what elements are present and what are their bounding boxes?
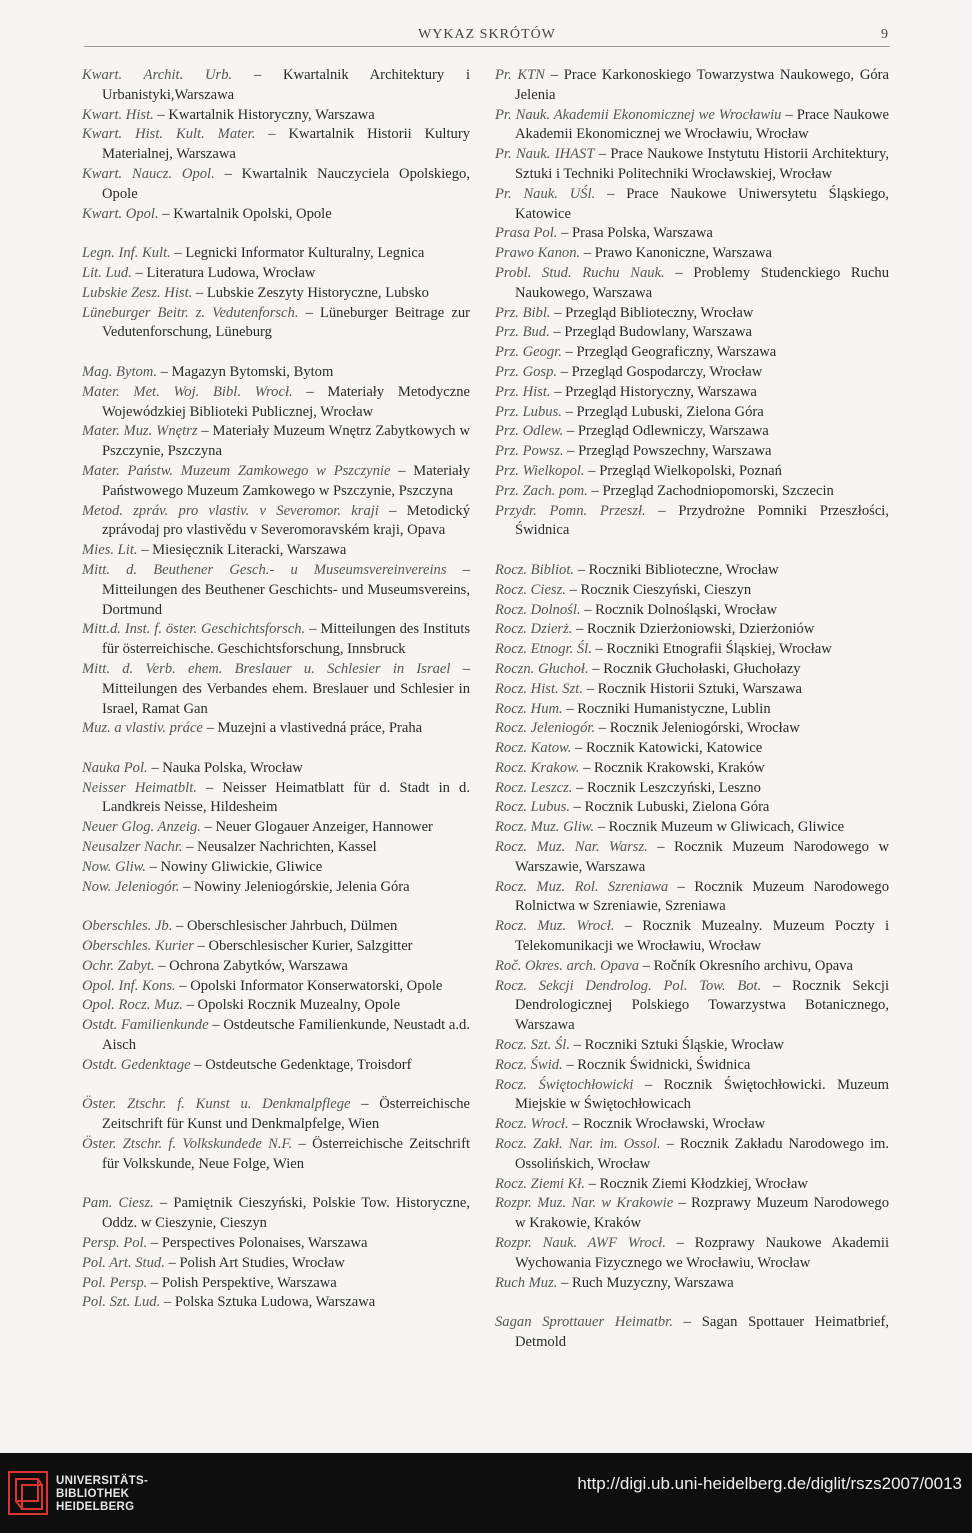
abbreviation-entry: Rocz. Hist. Szt. – Rocznik Historii Sztuki, Warszawa — [495, 680, 803, 697]
abbreviation-entry: Pr. Nauk. Akademii Ekonomicznej we Wrocławiu – Prace Naukowe Akademii Ekonomicznej we Wrocławiu, Wrocław — [495, 106, 889, 143]
abbreviation-entry: Persp. Pol. – Perspectives Polonaises, Warszawa — [82, 1235, 368, 1252]
abbreviation-entry: Prasa Pol. – Prasa Polska, Warszawa — [495, 225, 713, 242]
entry-abbreviation: Öster. Ztschr. f. Kunst u. Denkmalpflege — [82, 1096, 351, 1113]
entry-full-title: Kwartalnik Historii Kultury Materialnej, Warszawa — [102, 126, 470, 163]
entry-full-title: Rocznik Leszczyński, Leszno — [587, 779, 761, 796]
abbreviation-entry: Kwart. Archit. Urb. – Kwartalnik Architektury i Urbanistyki,Warszawa — [82, 67, 470, 103]
abbreviation-entry: Prawo Kanon. – Prawo Kanoniczne, Warszawa — [495, 245, 772, 262]
entry-full-title: Roczniki Biblioteczne, Wrocław — [588, 561, 779, 578]
abbreviation-entry: Roczn. Głuchoł. – Rocznik Głuchołaski, Głuchołazy — [495, 660, 801, 677]
abbreviation-entry: Neuer Glog. Anzeig. – Neuer Glogauer Anzeiger, Hannower — [82, 819, 433, 836]
entry-abbreviation: Persp. Pol. — [82, 1235, 148, 1252]
abbreviation-entry: Mies. Lit. – Miesięcznik Literacki, Warszawa — [82, 542, 347, 559]
abbreviation-entry: Rocz. Szt. Śl. – Roczniki Sztuki Śląskie, Wrocław — [495, 1037, 784, 1054]
entry-abbreviation: Rocz. Muz. Wrocł. — [495, 918, 615, 935]
entry-full-title: Opolski Rocznik Muzealny, Opole — [197, 997, 401, 1014]
entry-full-title: Przegląd Biblioteczny, Wrocław — [565, 304, 754, 321]
abbreviation-entry: Prz. Gosp. – Przegląd Gospodarczy, Wrocław — [495, 363, 763, 380]
entry-abbreviation: Mater. Met. Woj. Bibl. Wrocł. — [82, 383, 293, 400]
entry-full-title: Rocznik Wrocławski, Wrocław — [583, 1116, 766, 1133]
entry-abbreviation: Rocz. Ziemi Kł. — [495, 1175, 585, 1192]
abbreviation-entry: Rocz. Wrocł. – Rocznik Wrocławski, Wrocław — [495, 1116, 766, 1133]
abbreviation-entry: Sagan Sprottauer Heimatbr. – Sagan Spottauer Heimatbrief, Detmold — [495, 1314, 890, 1350]
entry-abbreviation: Now. Jeleniogór. — [82, 878, 180, 895]
entry-full-title: Kwartalnik Architektury i Urbanistyki,Warszawa — [102, 67, 470, 103]
abbreviation-entry: Rocz. Świętochłowicki – Rocznik Świętochłowicki. Muzeum Miejskie w Świętochłowicach — [495, 1076, 889, 1113]
entry-abbreviation: Rocz. Świd. — [495, 1056, 563, 1073]
entry-abbreviation: Neisser Heimatblt. — [82, 779, 197, 796]
abbreviation-entry: Pol. Persp. – Polish Perspektive, Warszawa — [82, 1274, 337, 1291]
entry-full-title: Rocznik Katowicki, Katowice — [585, 740, 763, 757]
entry-full-title: Materiały Muzeum Wnętrz Zabytkowych w Pszczynie, Pszczyna — [102, 423, 470, 460]
entry-full-title: Polska Sztuka Ludowa, Warszawa — [174, 1294, 376, 1311]
entry-full-title: Prace Karkonoskiego Towarzystwa Naukowego, Góra Jelenia — [515, 67, 890, 103]
entry-abbreviation: Pol. Art. Stud. — [82, 1254, 165, 1271]
entry-abbreviation: Rozpr. Muz. Nar. w Krakowie — [495, 1195, 674, 1212]
abbreviation-entry: Lüneburger Beitr. z. Vedutenforsch. – Lüneburger Beitrage zur Vedutenforschung, Lüneburg — [82, 304, 470, 341]
entry-abbreviation: Mitt.d. Inst. f. öster. Geschichtsforsch. — [82, 621, 306, 638]
entry-full-title: Rocznik Świętochłowicki. Muzeum Miejskie w Świętochłowicach — [515, 1076, 889, 1113]
library-name-line: HEIDELBERG — [56, 1501, 135, 1513]
entry-abbreviation: Rocz. Świętochłowicki — [495, 1076, 634, 1093]
abbreviation-entry: Kwart. Naucz. Opol. – Kwartalnik Nauczyciela Opolskiego, Opole — [82, 165, 470, 202]
entry-full-title: Polish Art Studies, Wrocław — [179, 1254, 345, 1271]
entry-abbreviation: Nauka Pol. — [82, 759, 148, 776]
entry-abbreviation: Prasa Pol. — [495, 225, 558, 242]
abbreviation-entry: Prz. Bibl. – Przegląd Biblioteczny, Wrocław — [495, 304, 754, 321]
abbreviation-entry: Kwart. Hist. – Kwartalnik Historyczny, Warszawa — [82, 106, 375, 123]
entry-full-title: Rocznik Cieszyński, Cieszyn — [580, 581, 752, 598]
entry-full-title: Rocznik Muzeum Narodowego w Warszawie, Warszawa — [515, 839, 889, 875]
entry-abbreviation: Prz. Wielkopol. — [495, 462, 585, 479]
abbreviation-entry: Rocz. Ciesz. – Rocznik Cieszyński, Cieszyn — [495, 581, 752, 598]
abbreviation-entry: Prz. Wielkopol. – Przegląd Wielkopolski, Poznań — [495, 462, 782, 479]
abbreviation-entry: Rocz. Dolnośl. – Rocznik Dolnośląski, Wrocław — [495, 601, 778, 618]
page-header — [84, 26, 890, 47]
abbreviation-entry: Ochr. Zabyt. – Ochrona Zabytków, Warszawa — [82, 957, 348, 974]
abbreviation-entry: Rocz. Świd. – Rocznik Świdnicki, Świdnica — [495, 1056, 751, 1073]
abbreviation-entry: Roč. Okres. arch. Opava – Ročník Okresního archivu, Opava — [495, 957, 854, 974]
entry-full-title: Materiały Państwowego Muzeum Zamkowego w Pszczynie, Pszczyna — [102, 462, 470, 499]
entry-abbreviation: Mitt. d. Verb. ehem. Breslauer u. Schlesier in Israel — [82, 660, 451, 677]
abbreviation-entry: Oberschles. Kurier – Oberschlesischer Kurier, Salzgitter — [82, 938, 413, 955]
entry-abbreviation: Prawo Kanon. — [495, 245, 581, 262]
abbreviation-entry: Pam. Ciesz. – Pamiętnik Cieszyński, Polskie Tow. Historyczne, Oddz. w Cieszynie, Cieszyn — [82, 1195, 470, 1232]
entry-full-title: Rocznik Krakowski, Kraków — [594, 759, 765, 776]
entry-full-title: Muzejni a vlastivedná práce, Praha — [217, 720, 423, 737]
entry-full-title: Przegląd Gospodarczy, Wrocław — [571, 363, 763, 380]
entry-full-title: Oberschlesischer Kurier, Salzgitter — [208, 938, 413, 955]
entry-abbreviation: Pr. Nauk. IHAST — [495, 146, 595, 163]
entry-full-title: Pamiętnik Cieszyński, Polskie Tow. Historyczne, Oddz. w Cieszynie, Cieszyn — [102, 1195, 470, 1232]
entry-abbreviation: Pol. Persp. — [82, 1274, 148, 1291]
abbreviation-entry: Przydr. Pomn. Przeszł. – Przydrożne Pomniki Przeszłości, Świdnica — [495, 502, 889, 539]
entry-full-title: Roczniki Etnografii Śląskiej, Wrocław — [606, 641, 832, 658]
entry-abbreviation: Prz. Hist. — [495, 383, 551, 400]
abbreviation-entry: Mater. Państw. Muzeum Zamkowego w Pszczynie – Materiały Państwowego Muzeum Zamkowego w Pszczynie, Pszczyna — [82, 462, 470, 499]
abbreviation-entry: Lubskie Zesz. Hist. – Lubskie Zeszyty Historyczne, Lubsko — [82, 284, 429, 301]
entry-full-title: Rozprawy Muzeum Narodowego w Krakowie, Kraków — [515, 1195, 889, 1232]
entry-abbreviation: Roczn. Głuchoł. — [495, 660, 589, 677]
abbreviation-entry: Mater. Muz. Wnętrz – Materiały Muzeum Wnętrz Zabytkowych w Pszczynie, Pszczyna — [82, 423, 470, 460]
entry-abbreviation: Kwart. Archit. Urb. — [82, 67, 233, 83]
entry-full-title: Przegląd Budowlany, Warszawa — [564, 324, 753, 341]
abbreviation-entry: Rocz. Katow. – Rocznik Katowicki, Katowice — [495, 740, 763, 757]
entry-abbreviation: Probl. Stud. Ruchu Nauk. — [495, 264, 665, 281]
entry-abbreviation: Rocz. Hist. Szt. — [495, 680, 583, 697]
abbreviation-entry: Mitt. d. Verb. ehem. Breslauer u. Schlesier in Israel – Mitteilungen des Verbandes ehem. Breslauer und Schlesier in Israel, Ramat Gan — [82, 660, 470, 717]
entry-abbreviation: Legn. Inf. Kult. — [82, 245, 171, 262]
entry-abbreviation: Rocz. Muz. Nar. Warsz. — [495, 839, 648, 856]
abbreviation-entry: Neisser Heimatblt. – Neisser Heimatblatt für d. Stadt in d. Landkreis Neisse, Hildesheim — [82, 779, 470, 816]
library-name-line: BIBLIOTHEK — [56, 1488, 130, 1500]
entry-abbreviation: Rocz. Etnogr. Śl. — [495, 641, 592, 658]
abbreviation-entry: Rocz. Lubus. – Rocznik Lubuski, Zielona Góra — [495, 799, 770, 816]
entry-full-title: Legnicki Informator Kulturalny, Legnica — [185, 245, 425, 262]
entry-abbreviation: Rocz. Muz. Gliw. — [495, 819, 595, 836]
abbreviation-entry: Rocz. Muz. Nar. Warsz. – Rocznik Muzeum Narodowego w Warszawie, Warszawa — [495, 839, 889, 875]
entry-abbreviation: Metod. zpráv. pro vlastiv. v Severomor. kraji — [82, 502, 379, 519]
abbreviation-entry: Lit. Lud. – Literatura Ludowa, Wrocław — [82, 264, 316, 281]
left-column — [82, 66, 470, 1313]
entry-abbreviation: Prz. Bibl. — [495, 304, 551, 321]
entry-full-title: Rocznik Świdnicki, Świdnica — [577, 1056, 751, 1073]
abbreviation-entry: Kwart. Opol. – Kwartalnik Opolski, Opole — [82, 205, 332, 222]
entry-abbreviation: Kwart. Naucz. Opol. — [82, 165, 215, 182]
abbreviation-entry: Rozpr. Muz. Nar. w Krakowie – Rozprawy Muzeum Narodowego w Krakowie, Kraków — [495, 1195, 889, 1232]
entry-abbreviation: Rocz. Ciesz. — [495, 581, 566, 598]
abbreviation-entry: Prz. Zach. pom. – Przegląd Zachodniopomorski, Szczecin — [495, 482, 834, 499]
abbreviation-entry: Metod. zpráv. pro vlastiv. v Severomor. kraji – Metodický zprávodaj pro vlastivědu v Severomoravském kraji, Opava — [82, 502, 470, 539]
abbreviation-entry: Mitt.d. Inst. f. öster. Geschichtsforsch. – Mitteilungen des Instituts für österreichische. Geschichtsforschung, Innsbruck — [82, 621, 471, 658]
entry-full-title: Przydrożne Pomniki Przeszłości, Świdnica — [515, 502, 889, 539]
abbreviation-entry: Ruch Muz. – Ruch Muzyczny, Warszawa — [495, 1274, 734, 1291]
entry-full-title: Neusalzer Nachrichten, Kassel — [197, 839, 377, 856]
entry-full-title: Roczniki Humanistyczne, Lublin — [577, 700, 771, 717]
abbreviation-entry: Opol. Inf. Kons. – Opolski Informator Konserwatorski, Opole — [82, 977, 443, 994]
abbreviation-entry: Kwart. Hist. Kult. Mater. – Kwartalnik Historii Kultury Materialnej, Warszawa — [82, 126, 470, 163]
entry-full-title: Kwartalnik Historyczny, Warszawa — [168, 106, 375, 123]
abbreviation-entry: Rocz. Muz. Rol. Szreniawa – Rocznik Muzeum Narodowego Rolnictwa w Szreniawie, Szreniawa — [495, 878, 890, 915]
entry-full-title: Mitteilungen des Beuthener Geschichts- und Museumsvereins, Dortmund — [102, 581, 470, 618]
page-title: WYKAZ SKRÓTÓW — [418, 27, 556, 42]
abbreviation-entry: Rocz. Jeleniogór. – Rocznik Jeleniogórski, Wrocław — [495, 720, 800, 737]
abbreviation-entry: Mater. Met. Woj. Bibl. Wrocł. – Materiały Metodyczne Wojewódzkiej Biblioteki Publicznej, Wrocław — [82, 383, 470, 420]
abbreviation-entry: Rocz. Sekcji Dendrolog. Pol. Tow. Bot. – Rocznik Sekcji Dendrologicznej Polskiego Towarzystwa Botanicznego, Warszawa — [495, 977, 889, 1034]
abbreviation-entry: Prz. Geogr. – Przegląd Geograficzny, Warszawa — [495, 344, 777, 361]
abbreviation-entry: Prz. Lubus. – Przegląd Lubuski, Zielona Góra — [495, 403, 764, 420]
entry-abbreviation: Rocz. Szt. Śl. — [495, 1037, 570, 1054]
entry-abbreviation: Prz. Powsz. — [495, 443, 564, 460]
abbreviation-entry: Öster. Ztschr. f. Kunst u. Denkmalpflege – Österreichische Zeitschrift für Kunst und Denkmalpfelge, Wien — [82, 1096, 470, 1133]
abbreviation-entry: Rocz. Leszcz. – Rocznik Leszczyński, Leszno — [495, 779, 761, 796]
library-name — [56, 1475, 148, 1514]
entry-abbreviation: Prz. Zach. pom. — [495, 482, 588, 499]
abbreviation-entry: Prz. Odlew. – Przegląd Odlewniczy, Warszawa — [495, 423, 769, 440]
footer-bar — [0, 1453, 972, 1533]
entry-full-title: Ročník Okresního archivu, Opava — [653, 957, 854, 974]
abbreviation-entry: Rocz. Dzierż. – Rocznik Dzierżoniowski, Dzierżoniów — [495, 621, 815, 638]
entry-abbreviation: Prz. Gosp. — [495, 363, 558, 380]
entry-full-title: Rocznik Lubuski, Zielona Góra — [584, 799, 770, 816]
entry-full-title: Opolski Informator Konserwatorski, Opole — [190, 977, 443, 994]
entry-abbreviation: Lubskie Zesz. Hist. — [82, 284, 193, 301]
entry-abbreviation: Prz. Odlew. — [495, 423, 564, 440]
entry-full-title: Materiały Metodyczne Wojewódzkiej Biblioteki Publicznej, Wrocław — [102, 383, 470, 420]
abbreviation-entry: Rocz. Bibliot. – Roczniki Biblioteczne, Wrocław — [495, 561, 779, 578]
abbreviation-entry: Muz. a vlastiv. práce – Muzejni a vlastivedná práce, Praha — [82, 720, 423, 737]
entry-full-title: Perspectives Polonaises, Warszawa — [161, 1235, 368, 1252]
abbreviation-entry: Mag. Bytom. – Magazyn Bytomski, Bytom — [82, 363, 334, 380]
abbreviation-entry: Legn. Inf. Kult. – Legnicki Informator Kulturalny, Legnica — [82, 245, 425, 262]
entry-full-title: Österreichische Zeitschrift für Volkskunde, Neue Folge, Wien — [102, 1136, 471, 1172]
entry-full-title: Rocznik Ziemi Kłodzkiej, Wrocław — [599, 1175, 808, 1192]
entry-full-title: Rocznik Muzeum w Gliwicach, Gliwice — [608, 819, 845, 836]
entry-full-title: Prace Naukowe Uniwersytetu Śląskiego, Katowice — [515, 185, 889, 222]
entry-abbreviation: Mag. Bytom. — [82, 363, 157, 380]
entry-abbreviation: Neuer Glog. Anzeig. — [82, 819, 201, 836]
abbreviation-entry: Rocz. Muz. Gliw. – Rocznik Muzeum w Gliwicach, Gliwice — [495, 819, 845, 836]
abbreviation-entry: Rocz. Etnogr. Śl. – Roczniki Etnografii Śląskiej, Wrocław — [495, 641, 832, 658]
abbreviation-entry: Pr. KTN – Prace Karkonoskiego Towarzystwa Naukowego, Góra Jelenia — [495, 67, 890, 103]
abbreviation-entry: Pr. Nauk. IHAST – Prace Naukowe Instytutu Historii Architektury, Sztuki i Techniki Politechniki Wrocławskiej, Wrocław — [495, 146, 890, 182]
entry-abbreviation: Rocz. Leszcz. — [495, 779, 573, 796]
entry-full-title: Rocznik Historii Sztuki, Warszawa — [597, 680, 803, 697]
abbreviation-entry: Rocz. Hum. – Roczniki Humanistyczne, Lublin — [495, 700, 771, 717]
entry-full-title: Kwartalnik Nauczyciela Opolskiego, Opole — [102, 165, 470, 202]
entry-abbreviation: Rocz. Wrocł. — [495, 1116, 569, 1133]
entry-full-title: Ostdeutsche Familienkunde, Neustadt a.d. Aisch — [102, 1017, 470, 1054]
entry-full-title: Problemy Studenckiego Ruchu Naukowego, Warszawa — [515, 264, 890, 301]
entry-abbreviation: Prz. Lubus. — [495, 403, 562, 420]
entry-abbreviation: Lüneburger Beitr. z. Vedutenforsch. — [82, 304, 299, 321]
entry-full-title: Prace Naukowe Instytutu Historii Architektury, Sztuki i Techniki Politechniki Wrocławskiej, Wrocław — [515, 146, 890, 182]
entry-full-title: Mitteilungen des Instituts für österreichische. Geschichtsforschung, Innsbruck — [102, 621, 471, 658]
entry-abbreviation: Kwart. Hist. Kult. Mater. — [82, 126, 256, 143]
abbreviation-entry: Pr. Nauk. UŚl. – Prace Naukowe Uniwersytetu Śląskiego, Katowice — [495, 185, 889, 222]
entry-abbreviation: Rocz. Jeleniogór. — [495, 720, 596, 737]
university-library-logo-icon — [8, 1471, 48, 1515]
entry-full-title: Rocznik Muzeum Narodowego Rolnictwa w Szreniawie, Szreniawa — [515, 878, 890, 915]
entry-abbreviation: Mitt. d. Beuthener Gesch.- u Museumsvereinvereins — [82, 561, 447, 578]
entry-abbreviation: Opol. Inf. Kons. — [82, 977, 176, 994]
entry-abbreviation: Ostdt. Familienkunde — [82, 1017, 209, 1034]
page-number: 9 — [881, 27, 888, 42]
abbreviation-entry: Now. Gliw. – Nowiny Gliwickie, Gliwice — [82, 858, 323, 875]
entry-abbreviation: Ruch Muz. — [495, 1274, 558, 1291]
entry-abbreviation: Pr. Nauk. Akademii Ekonomicznej we Wrocławiu — [495, 106, 782, 123]
entry-abbreviation: Kwart. Hist. — [82, 106, 154, 123]
entry-full-title: Przegląd Historyczny, Warszawa — [565, 383, 757, 400]
abbreviation-entry: Mitt. d. Beuthener Gesch.- u Museumsvereinvereins – Mitteilungen des Beuthener Geschichts- und Museumsvereins, Dortmund — [82, 561, 470, 618]
entry-full-title: Przegląd Odlewniczy, Warszawa — [577, 423, 769, 440]
abbreviation-entry: Rocz. Ziemi Kł. – Rocznik Ziemi Kłodzkiej, Wrocław — [495, 1175, 808, 1192]
entry-abbreviation: Ostdt. Gedenktage — [82, 1056, 191, 1073]
entry-full-title: Metodický zprávodaj pro vlastivědu v Severomoravském kraji, Opava — [102, 502, 470, 539]
abbreviation-entry: Rocz. Zakł. Nar. im. Ossol. – Rocznik Zakładu Narodowego im. Ossolińskich, Wrocław — [495, 1136, 890, 1172]
abbreviation-entry: Oberschles. Jb. – Oberschlesischer Jahrbuch, Dülmen — [82, 918, 398, 935]
entry-abbreviation: Rocz. Muz. Rol. Szreniawa — [495, 878, 669, 895]
entry-full-title: Ochrona Zabytków, Warszawa — [169, 957, 348, 974]
entry-full-title: Neuer Glogauer Anzeiger, Hannower — [215, 819, 433, 836]
entry-abbreviation: Rocz. Dzierż. — [495, 621, 573, 638]
entry-full-title: Prasa Polska, Warszawa — [572, 225, 713, 242]
entry-full-title: Przegląd Zachodniopomorski, Szczecin — [602, 482, 834, 499]
entry-full-title: Nauka Polska, Wrocław — [162, 759, 303, 776]
entry-full-title: Lüneburger Beitrage zur Vedutenforschung, Lüneburg — [102, 304, 470, 341]
entry-full-title: Ruch Muzyczny, Warszawa — [572, 1274, 734, 1291]
abbreviation-entry: Neusalzer Nachr. – Neusalzer Nachrichten, Kassel — [82, 839, 377, 856]
entry-abbreviation: Przydr. Pomn. Przeszł. — [495, 502, 646, 519]
entry-abbreviation: Neusalzer Nachr. — [82, 839, 183, 856]
entry-abbreviation: Rocz. Lubus. — [495, 799, 570, 816]
entry-abbreviation: Pr. Nauk. UŚl. — [495, 185, 596, 202]
entry-full-title: Österreichische Zeitschrift für Kunst und Denkmalpfelge, Wien — [102, 1096, 470, 1133]
abbreviation-entry: Probl. Stud. Ruchu Nauk. – Problemy Studenckiego Ruchu Naukowego, Warszawa — [495, 264, 890, 301]
entry-abbreviation: Lit. Lud. — [82, 264, 132, 281]
abbreviation-entry: Prz. Hist. – Przegląd Historyczny, Warszawa — [495, 383, 757, 400]
entry-full-title: Mitteilungen des Verbandes ehem. Breslauer und Schlesier in Israel, Ramat Gan — [102, 680, 470, 717]
abbreviation-entry: Rozpr. Nauk. AWF Wrocł. – Rozprawy Naukowe Akademii Wychowania Fizycznego we Wrocławiu, Wrocław — [495, 1235, 889, 1271]
entry-full-title: Roczniki Sztuki Śląskie, Wrocław — [584, 1037, 784, 1054]
entry-abbreviation: Rozpr. Nauk. AWF Wrocł. — [495, 1235, 666, 1252]
entry-full-title: Przegląd Wielkopolski, Poznań — [599, 462, 782, 479]
entry-full-title: Przegląd Lubuski, Zielona Góra — [576, 403, 764, 420]
entry-abbreviation: Mater. Państw. Muzeum Zamkowego w Pszczynie — [82, 462, 391, 479]
entry-full-title: Nowiny Gliwickie, Gliwice — [160, 858, 323, 875]
entry-abbreviation: Prz. Bud. — [495, 324, 550, 341]
entry-abbreviation: Rocz. Bibliot. — [495, 561, 575, 578]
library-name-line: UNIVERSITÄTS- — [56, 1475, 149, 1487]
entry-full-title: Rocznik Zakładu Narodowego im. Ossolińskich, Wrocław — [515, 1136, 890, 1172]
entry-abbreviation: Rocz. Sekcji Dendrolog. Pol. Tow. Bot. — [495, 977, 762, 994]
entry-abbreviation: Pol. Szt. Lud. — [82, 1294, 161, 1311]
entry-abbreviation: Roč. Okres. arch. Opava — [495, 957, 640, 974]
entry-full-title: Nowiny Jeleniogórskie, Jelenia Góra — [194, 878, 410, 895]
entry-full-title: Rocznik Jeleniogórski, Wrocław — [609, 720, 800, 737]
entry-abbreviation: Rocz. Dolnośl. — [495, 601, 581, 618]
entry-abbreviation: Öster. Ztschr. f. Volkskundede N.F. — [82, 1136, 293, 1153]
entry-full-title: Neisser Heimatblatt für d. Stadt in d. Landkreis Neisse, Hildesheim — [102, 779, 470, 816]
entry-abbreviation: Oberschles. Jb. — [82, 918, 173, 935]
abbreviation-entry: Opol. Rocz. Muz. – Opolski Rocznik Muzealny, Opole — [82, 997, 401, 1014]
entry-full-title: Rocznik Dzierżoniowski, Dzierżoniów — [587, 621, 815, 638]
entry-full-title: Przegląd Powszechny, Warszawa — [578, 443, 772, 460]
abbreviation-entry: Ostdt. Familienkunde – Ostdeutsche Familienkunde, Neustadt a.d. Aisch — [82, 1017, 470, 1054]
entry-full-title: Literatura Ludowa, Wrocław — [146, 264, 316, 281]
entry-abbreviation: Rocz. Krakow. — [495, 759, 580, 776]
entry-full-title: Przegląd Geograficzny, Warszawa — [576, 344, 777, 361]
entry-full-title: Rocznik Sekcji Dendrologicznej Polskiego Towarzystwa Botanicznego, Warszawa — [515, 977, 889, 1034]
abbreviation-entry: Nauka Pol. – Nauka Polska, Wrocław — [82, 759, 303, 776]
entry-full-title: Lubskie Zeszyty Historyczne, Lubsko — [206, 284, 429, 301]
entry-abbreviation: Prz. Geogr. — [495, 344, 562, 361]
entry-abbreviation: Mies. Lit. — [82, 542, 138, 559]
entry-full-title: Sagan Spottauer Heimatbrief, Detmold — [515, 1314, 890, 1350]
entry-abbreviation: Muz. a vlastiv. práce — [82, 720, 203, 737]
abbreviation-entry: Prz. Powsz. – Przegląd Powszechny, Warszawa — [495, 443, 772, 460]
entry-full-title: Ostdeutsche Gedenktage, Troisdorf — [205, 1056, 412, 1073]
entry-full-title: Kwartalnik Opolski, Opole — [173, 205, 332, 222]
abbreviation-entry: Rocz. Krakow. – Rocznik Krakowski, Kraków — [495, 759, 765, 776]
abbreviation-entry: Prz. Bud. – Przegląd Budowlany, Warszawa — [495, 324, 753, 341]
entry-full-title: Rocznik Głuchołaski, Głuchołazy — [603, 660, 801, 677]
entry-abbreviation: Now. Gliw. — [82, 858, 146, 875]
entry-abbreviation: Opol. Rocz. Muz. — [82, 997, 183, 1014]
abbreviation-entry: Rocz. Muz. Wrocł. – Rocznik Muzealny. Muzeum Poczty i Telekomunikacji we Wrocławiu, Wrocław — [495, 918, 890, 955]
entry-abbreviation: Mater. Muz. Wnętrz — [82, 423, 198, 440]
entry-full-title: Oberschlesischer Jahrbuch, Dülmen — [186, 918, 398, 935]
entry-abbreviation: Rocz. Zakł. Nar. im. Ossol. — [495, 1136, 661, 1153]
entry-abbreviation: Oberschles. Kurier — [82, 938, 194, 955]
entry-full-title: Rocznik Dolnośląski, Wrocław — [595, 601, 778, 618]
source-url-link[interactable]: http://digi.ub.uni-heidelberg.de/diglit/rszs2007/0013 — [577, 1474, 962, 1493]
entry-full-title: Polish Perspektive, Warszawa — [161, 1274, 337, 1291]
abbreviation-entry: Now. Jeleniogór. – Nowiny Jeleniogórskie, Jelenia Góra — [82, 878, 410, 895]
entry-full-title: Rocznik Muzealny. Muzeum Poczty i Telekomunikacji we Wrocławiu, Wrocław — [515, 918, 890, 955]
abbreviation-entry: Pol. Szt. Lud. – Polska Sztuka Ludowa, Warszawa — [82, 1294, 376, 1311]
entry-full-title: Magazyn Bytomski, Bytom — [171, 363, 334, 380]
right-column — [495, 66, 889, 1353]
entry-abbreviation: Sagan Sprottauer Heimatbr. — [495, 1314, 673, 1331]
entry-abbreviation: Pr. KTN — [495, 67, 545, 83]
entry-abbreviation: Rocz. Katow. — [495, 740, 572, 757]
entry-full-title: Rozprawy Naukowe Akademii Wychowania Fizycznego we Wrocławiu, Wrocław — [515, 1235, 889, 1271]
entry-abbreviation: Rocz. Hum. — [495, 700, 563, 717]
entry-abbreviation: Pam. Ciesz. — [82, 1195, 154, 1212]
entry-full-title: Prawo Kanoniczne, Warszawa — [594, 245, 772, 262]
abbreviation-entry: Öster. Ztschr. f. Volkskundede N.F. – Österreichische Zeitschrift für Volkskunde, Neue Folge, Wien — [82, 1136, 471, 1172]
abbreviation-entry: Pol. Art. Stud. – Polish Art Studies, Wrocław — [82, 1254, 345, 1271]
entry-full-title: Miesięcznik Literacki, Warszawa — [152, 542, 347, 559]
entry-abbreviation: Kwart. Opol. — [82, 205, 159, 222]
entry-full-title: Prace Naukowe Akademii Ekonomicznej we Wrocławiu, Wrocław — [515, 106, 889, 143]
entry-abbreviation: Ochr. Zabyt. — [82, 957, 155, 974]
abbreviation-entry: Ostdt. Gedenktage – Ostdeutsche Gedenktage, Troisdorf — [82, 1056, 412, 1073]
